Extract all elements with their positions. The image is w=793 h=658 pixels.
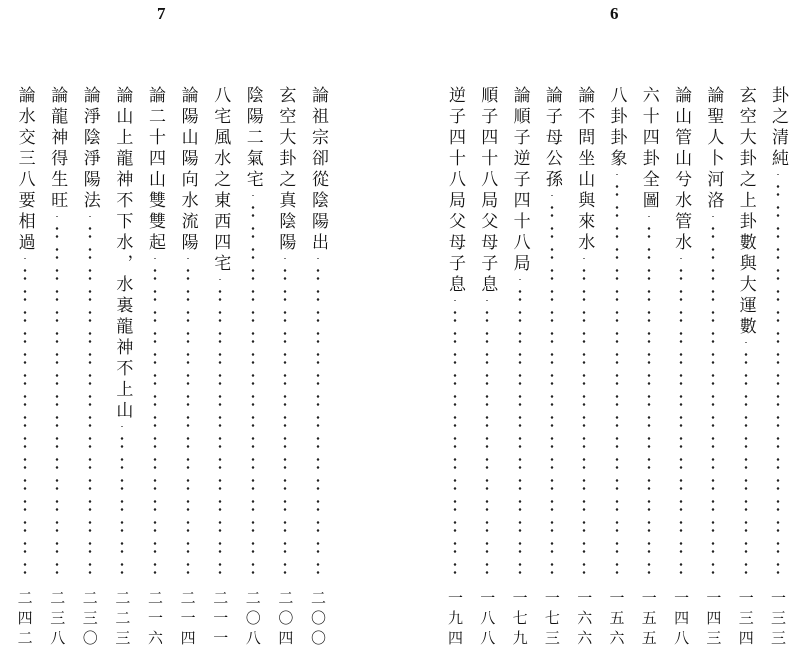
dot-leader — [315, 258, 321, 582]
toc-entry-page: 二一四 — [178, 590, 197, 650]
toc-entry-page: 一九四 — [446, 590, 464, 650]
page-number-left: 7 — [157, 4, 166, 23]
toc-entry — [606, 86, 628, 650]
toc-entry — [46, 86, 68, 650]
dot-leader — [646, 216, 652, 582]
toc-entry-page: 二〇四 — [276, 590, 295, 650]
dot-leader — [282, 258, 288, 582]
toc-entry-page: 一五五 — [639, 590, 658, 650]
toc-entry — [670, 86, 692, 650]
toc-entry-page: 一六六 — [575, 590, 594, 650]
toc-entry-page: 一八八 — [478, 590, 497, 650]
dot-leader — [743, 342, 749, 582]
toc-entry — [274, 86, 296, 650]
toc-entry-page: 二三〇 — [80, 590, 99, 650]
dot-leader — [678, 258, 684, 582]
toc-entry-title: 逆子四十八局父母子息 — [445, 86, 465, 296]
toc-entry-page: 一七三 — [542, 590, 561, 650]
toc-entry-page: 二一六 — [146, 590, 164, 650]
dot-leader — [185, 258, 191, 582]
dot-leader — [119, 426, 125, 582]
toc-entry-title: 六十四卦全圖 — [638, 86, 659, 212]
toc-entry-page: 二〇〇 — [309, 590, 327, 650]
toc-entry — [638, 86, 660, 650]
toc-entry-page: 一五六 — [607, 590, 626, 650]
toc-entry-page: 一四三 — [704, 590, 723, 650]
toc-entry-title: 玄空大卦之上卦數與大運數 — [735, 86, 756, 338]
dot-leader — [54, 216, 60, 582]
toc-entry — [444, 86, 466, 650]
toc-entry — [111, 86, 133, 650]
dot-leader — [549, 195, 555, 582]
dot-leader — [217, 279, 223, 582]
dot-leader — [87, 216, 93, 582]
toc-entry-page: 二〇八 — [243, 590, 262, 650]
toc-entry-page: 二三八 — [48, 590, 67, 650]
toc-entry-title: 論祖宗卻從陰陽出 — [308, 86, 328, 254]
toc-entry — [209, 86, 231, 650]
toc-entry-title: 論山管山兮水管水 — [671, 86, 692, 254]
toc-entry-title: 玄空大卦之真陰陽 — [275, 86, 296, 254]
toc-entry-title: 陰陽二氣宅 — [242, 86, 263, 191]
dot-leader — [22, 258, 28, 582]
toc-entry-title: 論順子逆子四十八局 — [509, 86, 530, 275]
toc-entry — [79, 86, 101, 650]
toc-entry-title: 論山上龍神不下水，水裏龍神不上山 — [112, 86, 133, 422]
toc-entry-page: 一四八 — [672, 590, 691, 650]
toc-entry-title: 論淨陰淨陽法 — [79, 86, 100, 212]
toc-entry-title: 論不問坐山與來水 — [574, 86, 595, 254]
toc-entry — [702, 86, 724, 650]
toc-entry-title: 論聖人卜河洛 — [703, 86, 724, 212]
dot-leader — [452, 300, 458, 582]
toc-entry-page: 一三三 — [769, 590, 787, 650]
toc-entry — [509, 86, 531, 650]
toc-entry-title: 卦之清純 — [768, 86, 788, 170]
toc-entry — [144, 86, 166, 650]
toc-entry-title: 論龍神得生旺 — [47, 86, 68, 212]
toc-entry-page: 二一一 — [211, 590, 230, 650]
toc-entry — [767, 86, 789, 650]
toc-entry — [242, 86, 264, 650]
toc-entry-title: 八卦卦象 — [606, 86, 627, 170]
toc-entry-page: 二二三 — [113, 590, 132, 650]
toc-entry-page: 二四二 — [15, 590, 34, 650]
toc-entry — [177, 86, 199, 650]
toc-entry — [307, 86, 329, 650]
dot-leader — [517, 279, 523, 582]
toc-entry-page: 一三四 — [736, 590, 755, 650]
toc-entry-page: 一七九 — [510, 590, 529, 650]
toc-entry-title: 論陽山陽向水流陽 — [177, 86, 198, 254]
dot-leader — [152, 258, 158, 582]
toc-entry — [541, 86, 563, 650]
toc-entry — [573, 86, 595, 650]
dot-leader — [484, 300, 490, 582]
toc-entry — [14, 86, 36, 650]
toc-entry-title: 八宅風水之東西四宅 — [210, 86, 231, 275]
page-number-right: 6 — [610, 4, 619, 23]
dot-leader — [250, 195, 256, 582]
dot-leader — [775, 174, 781, 582]
toc-entry — [735, 86, 757, 650]
dot-leader — [581, 258, 587, 582]
toc-entry-title: 論水交三八要相過 — [14, 86, 35, 254]
toc-entry-title: 順子四十八局父母子息 — [477, 86, 498, 296]
dot-leader — [614, 174, 620, 582]
toc-entry-title: 論二十四山雙雙起 — [145, 86, 165, 254]
dot-leader — [710, 216, 716, 582]
toc-entry — [476, 86, 498, 650]
toc-entry-title: 論子母公孫 — [541, 86, 562, 191]
